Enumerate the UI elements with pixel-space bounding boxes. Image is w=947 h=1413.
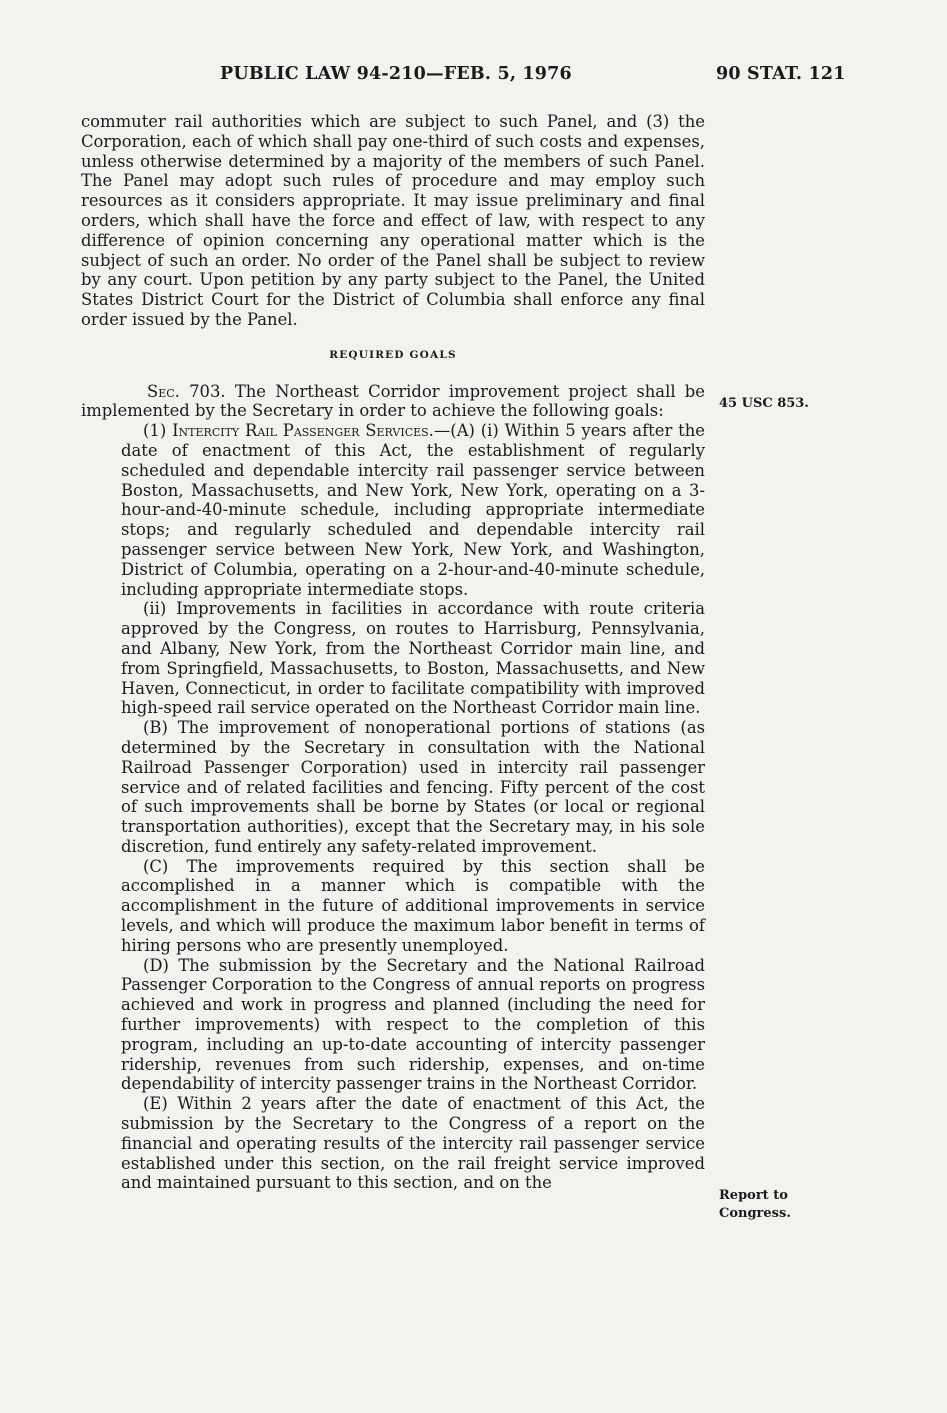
item-e-paragraph: (E) Within 2 years after the date of enactment of this Act, the submission by the Secretary to the Congress of a report on the financial and operating results of the intercity rail passenger service established under this section, on the rail freight service improved and maintained pursuant to this section, and on the [121, 1094, 705, 1193]
continuation-paragraph: commuter rail authorities which are subject to such Panel, and (3) the Corporation, each of which shall pay one-third of such costs and expenses, unless otherwise determined by a majority of the members of such Panel. The Panel may adopt such rules of procedure and may employ such resources as it considers appropriate. It may issue preliminary and final orders, which shall have the force and effect of law, with respect to any difference of opinion concerning any operational matter which is the subject of such an order. No order of the Panel shall be subject to review by any court. Upon petition by any party subject to the Panel, the United States District Court for the District of Columbia shall enforce any final order issued by the Panel. [81, 112, 705, 329]
item-d-paragraph: (D) The submission by the Secretary and the National Railroad Passenger Corporation to the Congress of annual reports on progress achieved and work in progress and planned (including the need for further improvements) with respect to the completion of this program, including an up-to-date accounting of intercity passenger ridership, revenues from such ridership, expenses, and on-time dependability of intercity passenger trains in the Northeast Corridor. [121, 955, 705, 1094]
law-text-body [81, 112, 705, 1193]
running-head-title: PUBLIC LAW 94-210—FEB. 5, 1976 [220, 64, 572, 84]
report-note-line-2: Congress. [719, 1206, 791, 1221]
usc-citation-note: 45 USC 853. [719, 396, 809, 411]
sec-text: 703. The Northeast Corridor improvement project shall be implemented by the Secretary in order to achieve the following goals: [81, 381, 705, 421]
item-1-text: —(A) (i) Within 5 years after the date of enactment of this Act, the establishment of regularly scheduled and dependable intercity rail passenger service between Boston, Massachusetts, and New York, New York, operating on a 3-hour-and-40-minute schedule, including appropriate intermediate stops; and regularly scheduled and dependable intercity rail passenger service between New York, New York, and Washington, District of Columbia, operating on a 2-hour-and-40-minute schedule, including appropriate intermediate stops. [121, 421, 706, 599]
report-note-line-1: Report to [719, 1188, 788, 1203]
item-ii-paragraph: (ii) Improvements in facilities in accordance with route criteria approved by the Congress, on routes to Harrisburg, Pennsylvania, and Albany, New York, from the Northeast Corridor main line, and from Springfield, Massachusetts, to Boston, Massachusetts, and New Haven, Connecticut, in order to facilitate compatibility with improved high-speed rail service operated on the Northeast Corridor main line. [121, 599, 705, 718]
section-heading: REQUIRED GOALS [329, 348, 457, 361]
item-b-paragraph: (B) The improvement of nonoperational portions of stations (as determined by the Secretary in consultation with the National Railroad Passenger Corporation) used in intercity rail passenger service and of related facilities and fencing. Fifty percent of the cost of such improvements shall be borne by States (or local or regional transportation authorities), except that the Secretary may, in his sole discretion, fund entirely any safety-related improvement. [121, 718, 705, 856]
section-703-paragraph [81, 382, 705, 422]
sec-label: Sec. [147, 381, 180, 401]
statute-page-number: 90 STAT. 121 [716, 64, 846, 84]
item-1-paragraph [81, 421, 705, 599]
report-to-congress-note [719, 1187, 791, 1223]
item-1-label: (1) Intercity Rail Passenger Services. [143, 421, 434, 441]
item-c-paragraph: (C) The improvements required by this section shall be accomplished in a manner which is compatible with the accomplishment in the future of additional improvements in service levels, and which will produce the maximum labor benefit in terms of hiring persons who are presently unemployed. [121, 856, 705, 955]
